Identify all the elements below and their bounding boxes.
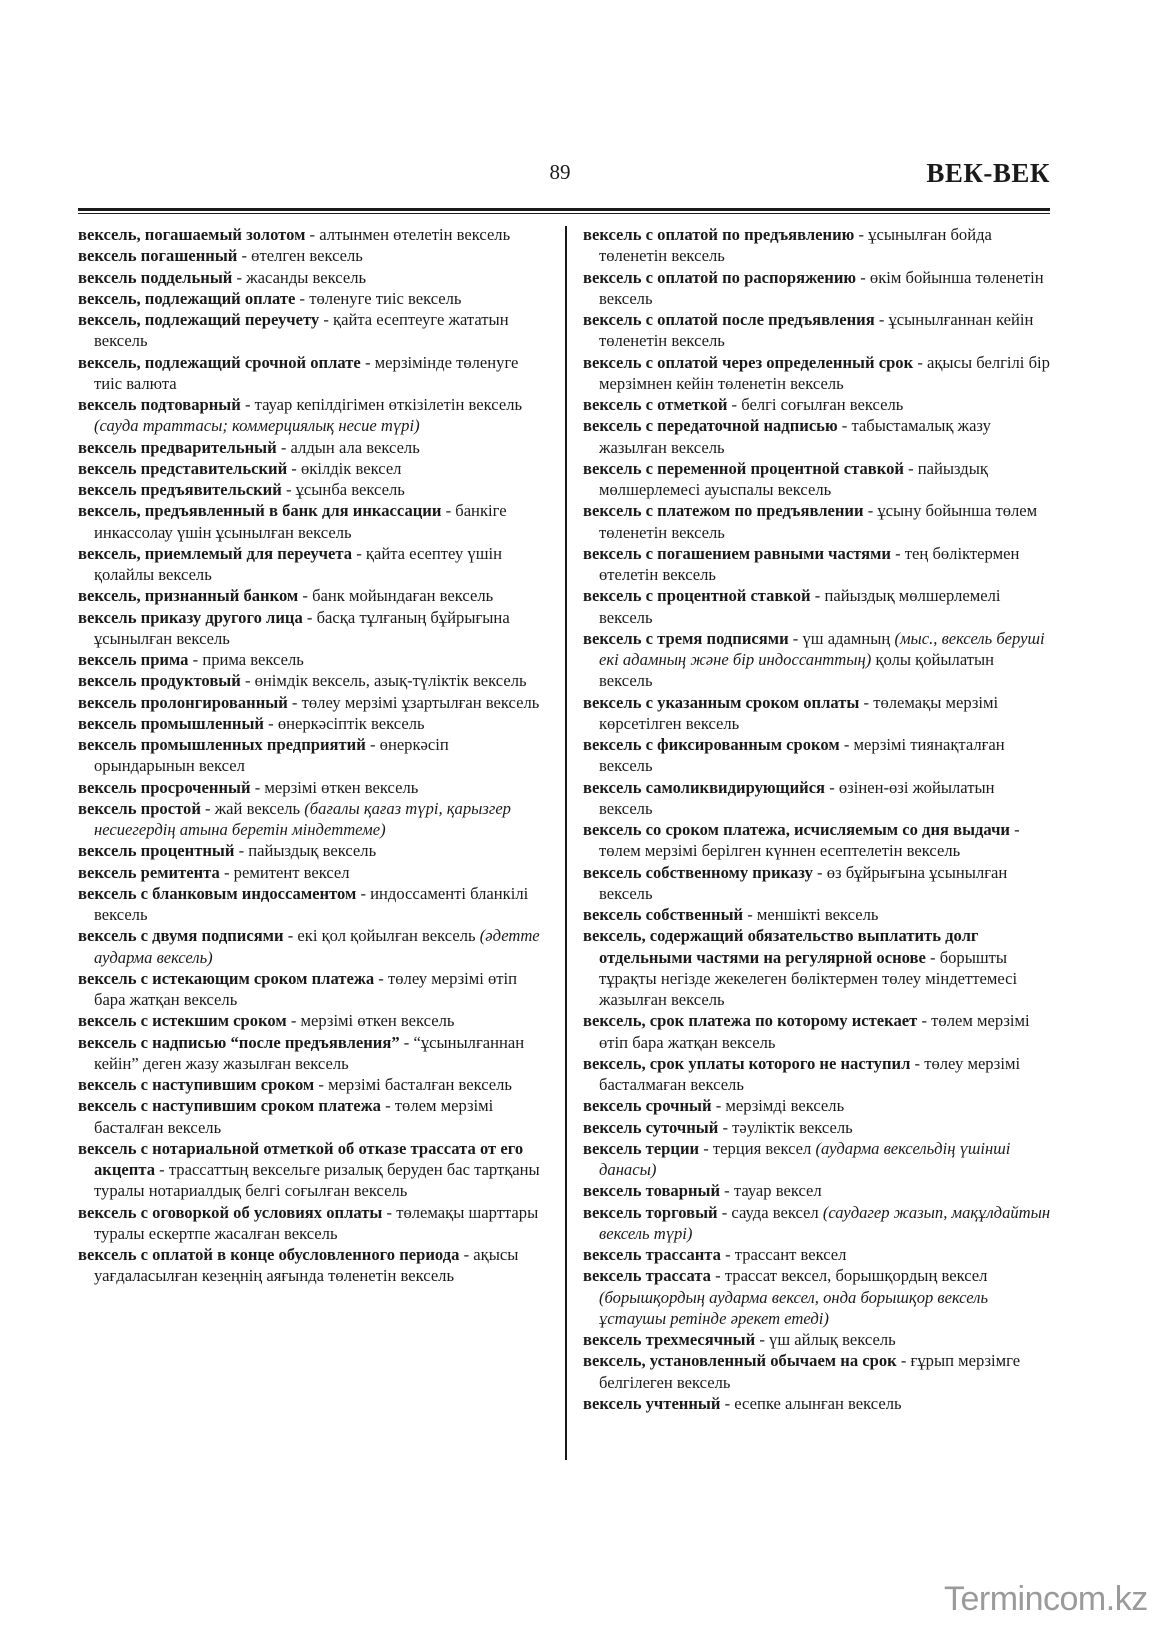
- entry-separator: -: [264, 713, 278, 733]
- dictionary-entry: [583, 1010, 1051, 1053]
- entry-term: вексель с платежом по предъявлении: [583, 501, 864, 521]
- entry-term: вексель приказу другого лица: [78, 607, 303, 627]
- entry-definition: тең бөліктермен өтелетін вексель: [599, 543, 1020, 584]
- entry-term: вексель с процентной ставкой: [583, 586, 811, 606]
- entry-separator: -: [863, 501, 878, 521]
- dictionary-entry: [583, 394, 1051, 415]
- entry-definition: өтелген вексель: [251, 246, 363, 266]
- entry-term: вексель с оплатой по предъявлению: [583, 225, 855, 244]
- dictionary-entry: [583, 1180, 1051, 1201]
- entry-separator: -: [319, 310, 334, 329]
- dictionary-entry: [583, 777, 1051, 820]
- entry-term: вексель с передаточной надписью: [583, 416, 838, 436]
- entry-term: вексель самоликвидирующийся: [583, 777, 826, 797]
- dictionary-entry: [78, 352, 540, 395]
- entry-term: вексель ремитента: [78, 862, 220, 882]
- entry-separator: -: [234, 841, 249, 861]
- entry-term: вексель трехмесячный: [583, 1330, 756, 1349]
- entry-definition: ұсыну бойынша төлем төленетін вексель: [599, 501, 1038, 542]
- entry-term: вексель с тремя подписями: [583, 628, 789, 648]
- entry-term: вексель с указанным сроком оплаты: [583, 692, 860, 712]
- header-rule-thin: [78, 213, 1050, 214]
- entry-definition-tail: қолы қойылатын вексель: [599, 650, 995, 691]
- entry-definition: өнеркәсіп орындарынын вексел: [94, 735, 449, 776]
- dictionary-entry: [583, 309, 1051, 352]
- dictionary-entry: [583, 1329, 1051, 1350]
- entry-definition: ұсынылған бойда төленетін вексель: [599, 225, 992, 266]
- dictionary-entry: [583, 1244, 1051, 1265]
- dictionary-entry: [78, 1202, 540, 1245]
- entry-definition: табыстамалық жазу жазылған вексель: [599, 416, 991, 457]
- dictionary-entry: [78, 1032, 540, 1075]
- dictionary-entry: [583, 267, 1051, 310]
- entry-separator: -: [788, 628, 803, 648]
- entry-term: вексель с бланковым индоссаментом: [78, 883, 357, 903]
- dictionary-entry: [78, 267, 540, 288]
- entry-term: вексель терции: [583, 1138, 700, 1158]
- dictionary-entry: [583, 1265, 1051, 1329]
- entry-separator: -: [711, 1096, 726, 1116]
- entry-definition: өкім бойынша төленетін вексель: [599, 267, 1044, 308]
- entry-note: (сауда траттасы; коммерциялық несие түрі): [94, 416, 420, 436]
- entry-separator: -: [810, 586, 825, 606]
- dictionary-entry: [78, 692, 540, 713]
- entry-separator: -: [459, 1245, 474, 1264]
- entry-term: вексель трассанта: [583, 1245, 721, 1264]
- entry-definition: ақысы уағдаласылған кезеңнің аяғында төленетін вексель: [94, 1245, 519, 1286]
- entry-term: вексель, подлежащий срочной оплате: [78, 352, 361, 372]
- entry-separator: -: [356, 883, 371, 903]
- entry-separator: -: [352, 543, 366, 563]
- entry-definition: төлемақы шарттары туралы ескертпе жасалған вексель: [94, 1202, 539, 1243]
- entry-definition: төленуге тиіс вексель: [309, 288, 462, 308]
- entry-separator: -: [925, 947, 940, 967]
- entry-term: вексель промышленный: [78, 713, 264, 733]
- page-number: 89: [549, 160, 571, 184]
- entry-term: вексель продуктовый: [78, 671, 241, 691]
- entry-definition: мерзімі өткен вексель: [264, 777, 419, 797]
- entry-definition: өнеркәсіптік вексель: [277, 713, 425, 733]
- dictionary-entry: [78, 883, 540, 926]
- dictionary-entry: [583, 1117, 1051, 1138]
- entry-definition: қайта есептеуге жататын вексель: [94, 310, 509, 351]
- dictionary-entry: [78, 309, 540, 352]
- entry-term: вексель с истекшим сроком: [78, 1011, 287, 1031]
- entry-separator: -: [302, 607, 317, 627]
- entry-separator: -: [250, 777, 265, 797]
- entry-separator: -: [155, 1160, 169, 1179]
- entry-separator: -: [380, 1096, 395, 1116]
- entry-definition: пайыздық вексель: [248, 841, 377, 861]
- dictionary-entry: [583, 819, 1051, 862]
- entry-term: вексель суточный: [583, 1117, 719, 1137]
- entry-definition: тауар вексел: [733, 1181, 822, 1201]
- dictionary-entry: [78, 649, 540, 670]
- watermark-logo-text: Termincom.kz: [944, 1580, 1148, 1618]
- dictionary-entry: [583, 352, 1051, 395]
- entry-separator: -: [237, 246, 252, 266]
- entry-term: вексель с нотариальной отметкой об отказе трассата от его акцепта: [78, 1138, 524, 1179]
- dictionary-entry: [78, 1095, 540, 1138]
- dictionary-entry: [78, 1010, 540, 1031]
- entry-separator: -: [743, 905, 757, 924]
- entry-separator: -: [283, 926, 298, 946]
- entry-separator: -: [360, 352, 375, 372]
- entry-term: вексель поддельный: [78, 267, 233, 287]
- entry-separator: -: [755, 1330, 770, 1349]
- dictionary-entry: [583, 1393, 1051, 1414]
- dictionary-entry: [583, 1350, 1051, 1393]
- watermark-logo: [944, 1580, 1148, 1619]
- entry-separator: -: [365, 735, 380, 754]
- entry-definition: есепке алынған вексель: [734, 1393, 902, 1413]
- entry-definition: мерзімі өткен вексель: [300, 1011, 455, 1031]
- entry-definition: ақысы белгілі бір мерзімнен кейін төленетін вексель: [599, 352, 1050, 393]
- dictionary-entry: [78, 224, 540, 245]
- entry-term: вексель промышленных предприятий: [78, 735, 366, 754]
- entry-separator: -: [240, 395, 255, 414]
- dictionary-entry: [583, 500, 1051, 543]
- dictionary-entry: [78, 713, 540, 734]
- entry-definition: банк мойындаған вексель: [312, 586, 494, 606]
- entry-term: вексель собственный: [583, 905, 744, 924]
- entry-separator: -: [896, 1351, 911, 1371]
- entry-separator: -: [200, 798, 215, 818]
- dictionary-entry: [78, 968, 540, 1011]
- entry-definition: өкілдік вексел: [300, 458, 402, 478]
- entry-definition: төлемақы мерзімі көрсетілген вексель: [599, 692, 999, 733]
- entry-definition: ремитент вексел: [233, 862, 350, 882]
- entry-separator: -: [286, 1011, 301, 1031]
- entry-definition: төлеу мерзімі басталмаған вексель: [599, 1053, 1021, 1094]
- entry-term: вексель, приемлемый для переучета: [78, 543, 353, 563]
- entry-term: вексель процентный: [78, 841, 235, 861]
- entry-term: вексель с фиксированным сроком: [583, 735, 840, 754]
- entry-definition: төлем мерзімі басталған вексель: [94, 1096, 494, 1137]
- dictionary-entry: [78, 245, 540, 266]
- dictionary-entry: [78, 734, 540, 777]
- entry-definition: мерзімі басталған вексель: [328, 1075, 513, 1094]
- entry-note: (борышқордың аударма вексел, онда борышқор вексель ұстаушы ретінде әрекет етеді): [599, 1287, 989, 1328]
- entry-term: вексель срочный: [583, 1096, 712, 1116]
- entry-definition: төлем мерзімі берілген күннен есептелетін вексель: [599, 841, 961, 861]
- entry-term: вексель со сроком платежа, исчисляемым со дня выдачи: [583, 820, 1010, 839]
- entry-separator: -: [913, 352, 927, 372]
- entry-term: вексель с двумя подписями: [78, 926, 284, 946]
- dictionary-entry: [583, 1095, 1051, 1116]
- entry-term: вексель с оговоркой об условиях оплаты: [78, 1202, 383, 1222]
- dictionary-entry: [583, 1202, 1051, 1245]
- dictionary-entry: [583, 585, 1051, 628]
- entry-definition: пайыздық мөлшерлемелі вексель: [599, 586, 1001, 627]
- entry-term: вексель, срок уплаты которого не наступил: [583, 1053, 911, 1073]
- dictionary-entry: [78, 798, 540, 841]
- entry-separator: -: [903, 458, 918, 478]
- entry-term: вексель с переменной процентной ставкой: [583, 458, 904, 478]
- entry-definition: индоссаменті бланкілі вексель: [94, 883, 529, 924]
- running-head: ВЕК-ВЕК: [926, 158, 1050, 188]
- entry-separator: -: [837, 416, 852, 436]
- dictionary-entry: [78, 777, 540, 798]
- entry-separator: -: [298, 586, 313, 606]
- entry-separator: -: [232, 267, 247, 287]
- dictionary-entry: [78, 862, 540, 883]
- entry-definition: төлем мерзімі өтіп бара жатқан вексель: [599, 1011, 1030, 1052]
- entry-definition: тәуліктік вексель: [732, 1117, 853, 1137]
- entry-definition: трассант вексел: [734, 1245, 847, 1264]
- entry-term: вексель предъявительский: [78, 480, 282, 499]
- dictionary-entry: [583, 904, 1051, 925]
- dictionary-entry: [583, 628, 1051, 692]
- entry-term: вексель, подлежащий переучету: [78, 310, 320, 329]
- entry-note: (әдетте аударма вексель): [94, 926, 540, 967]
- entry-separator: -: [720, 1393, 735, 1413]
- entry-separator: -: [717, 1202, 732, 1222]
- entry-separator: -: [856, 267, 870, 287]
- dictionary-entry: [583, 458, 1051, 501]
- entry-definition: мерзімінде төленуге тиіс валюта: [94, 352, 519, 393]
- left-column: [78, 224, 540, 1287]
- entry-note: (мыс., вексель беруші екі адамның және бір индоссанттың): [599, 628, 1045, 669]
- entry-definition: борышты тұрақты негізде жекелеген бөліктермен төлеу міндеттемесі жазылған вексель: [599, 947, 1018, 1009]
- entry-separator: -: [276, 437, 291, 457]
- entry-term: вексель торговый: [583, 1202, 718, 1222]
- dictionary-entry: [583, 1138, 1051, 1181]
- dictionary-entry: [78, 394, 540, 437]
- dictionary-entry: [583, 415, 1051, 458]
- entry-term: вексель, предъявленный в банк для инкассации: [78, 501, 442, 521]
- dictionary-entry: [583, 1053, 1051, 1096]
- column-divider: [565, 226, 567, 1460]
- entry-term: вексель с оплатой по распоряжению: [583, 267, 857, 287]
- entry-separator: -: [219, 862, 234, 882]
- entry-term: вексель товарный: [583, 1181, 721, 1201]
- entry-separator: -: [825, 777, 839, 797]
- entry-definition: алдын ала вексель: [290, 437, 420, 457]
- entry-term: вексель собственному приказу: [583, 862, 813, 882]
- entry-note: (бағалы қағаз түрі, қарызгер несиегердің атына беретін міндеттеме): [94, 798, 511, 839]
- entry-separator: -: [314, 1075, 329, 1094]
- entry-term: вексель учтенный: [583, 1393, 721, 1413]
- entry-separator: -: [839, 735, 854, 754]
- entry-definition: мерзімі тиянақталған вексель: [599, 735, 1005, 776]
- entry-term: вексель трассата: [583, 1266, 711, 1286]
- entry-term: вексель прима: [78, 650, 189, 669]
- dictionary-entry: [583, 925, 1051, 1010]
- entry-separator: -: [812, 862, 827, 882]
- dictionary-entry: [583, 692, 1051, 735]
- entry-definition: мерзімді вексель: [725, 1096, 845, 1116]
- entry-separator: -: [917, 1011, 932, 1031]
- entry-separator: -: [727, 395, 742, 414]
- entry-separator: -: [382, 1202, 397, 1222]
- entry-separator: -: [374, 968, 388, 988]
- entry-definition: трассаттың вексельге ризалық беруден бас тартқаны туралы нотариалдық белгі соғылған вексель: [94, 1160, 540, 1201]
- entry-definition: ұсынылғаннан кейін төленетін вексель: [599, 310, 1034, 351]
- dictionary-entry: [78, 925, 540, 968]
- dictionary-entry: [583, 543, 1051, 586]
- entry-definition: прима вексель: [202, 650, 304, 669]
- dictionary-entry: [78, 1138, 540, 1202]
- entry-definition: алтынмен өтелетін вексель: [319, 225, 511, 244]
- entry-definition: меншікті вексель: [756, 905, 879, 924]
- entry-definition: үш адамның: [802, 628, 891, 648]
- entry-separator: -: [287, 458, 301, 478]
- entry-separator: -: [1010, 820, 1020, 839]
- entry-separator: -: [910, 1053, 925, 1073]
- entry-term: вексель с оплатой через определенный срок: [583, 352, 914, 372]
- right-column: [583, 224, 1051, 1414]
- entry-separator: -: [399, 1032, 414, 1052]
- dictionary-entry: [583, 862, 1051, 905]
- entry-separator: -: [295, 288, 310, 308]
- entry-term: вексель погашенный: [78, 246, 238, 266]
- entry-separator: -: [854, 225, 869, 244]
- entry-term: вексель простой: [78, 798, 201, 818]
- entry-term: вексель с отметкой: [583, 395, 728, 414]
- entry-term: вексель с наступившим сроком: [78, 1075, 315, 1094]
- dictionary-entry: [78, 543, 540, 586]
- entry-term: вексель, подлежащий оплате: [78, 288, 296, 308]
- dictionary-entry: [78, 607, 540, 650]
- entry-note: (аударма вексельдің үшінші данасы): [599, 1138, 1011, 1179]
- dictionary-entry: [78, 437, 540, 458]
- entry-separator: -: [305, 225, 320, 244]
- entry-term: вексель с погашением равными частями: [583, 543, 891, 563]
- dictionary-entry: [583, 224, 1051, 267]
- entry-term: вексель пролонгированный: [78, 692, 288, 712]
- entry-definition: пайыздық мөлшерлемесі ауыспалы вексель: [599, 458, 988, 499]
- dictionary-entry: [78, 479, 540, 500]
- dictionary-entry: [78, 288, 540, 309]
- entry-term: вексель подтоварный: [78, 395, 241, 414]
- entry-term: вексель, срок платежа по которому истекает: [583, 1011, 918, 1031]
- entry-separator: -: [188, 650, 203, 669]
- entry-separator: -: [874, 310, 889, 329]
- entry-separator: -: [699, 1138, 713, 1158]
- entry-separator: -: [240, 671, 255, 691]
- entry-term: вексель с наступившим сроком платежа: [78, 1096, 381, 1116]
- entry-note: (саудагер жазып, мақұлдайтын вексель түрі): [599, 1202, 1051, 1243]
- entry-term: вексель представительский: [78, 458, 288, 478]
- entry-definition: басқа тұлғаның бұйрығына ұсынылған вексель: [94, 607, 510, 648]
- entry-definition: ғұрып мерзімге белгілеген вексель: [599, 1351, 1021, 1392]
- entry-separator: -: [720, 1245, 735, 1264]
- entry-separator: -: [710, 1266, 725, 1286]
- entry-term: вексель, погашаемый золотом: [78, 225, 306, 244]
- entry-term: вексель просроченный: [78, 777, 251, 797]
- entry-definition: өз бұйрығына ұсынылған вексель: [599, 862, 1008, 903]
- entry-definition: “ұсынылғаннан кейін” деген жазу жазылған вексель: [94, 1032, 525, 1073]
- dictionary-entry: [78, 1074, 540, 1095]
- entry-term: вексель, содержащий обязательство выплатить долг отдельными частями на регулярной основе: [583, 926, 979, 967]
- entry-term: вексель предварительный: [78, 437, 277, 457]
- entry-term: вексель с надписью “после предъявления”: [78, 1032, 400, 1052]
- dictionary-entry: [78, 500, 540, 543]
- entry-separator: -: [281, 480, 296, 499]
- dictionary-entry: [78, 585, 540, 606]
- entry-definition: белгі соғылған вексель: [741, 395, 904, 414]
- entry-definition: екі қол қойылған вексель: [297, 926, 476, 946]
- entry-term: вексель, установленный обычаем на срок: [583, 1351, 897, 1371]
- header-rule-thick: [78, 208, 1050, 211]
- entry-separator: -: [718, 1117, 733, 1137]
- entry-definition: трассат вексел, борышқордың вексел: [724, 1266, 988, 1286]
- entry-definition: өзінен-өзі жойылатын вексель: [599, 777, 995, 818]
- dictionary-entry: [78, 670, 540, 691]
- entry-definition: ұсынба вексель: [295, 480, 405, 499]
- entry-definition: сауда вексел: [731, 1202, 819, 1222]
- entry-term: вексель с оплатой после предъявления: [583, 310, 875, 329]
- entry-definition: терция вексел: [712, 1138, 812, 1158]
- entry-term: вексель с истекающим сроком платежа: [78, 968, 375, 988]
- entry-definition: жай вексель: [214, 798, 301, 818]
- entry-definition: үш айлық вексель: [769, 1330, 896, 1349]
- entry-separator: -: [441, 501, 456, 521]
- dictionary-entry: [583, 734, 1051, 777]
- entry-definition: жасанды вексель: [246, 267, 367, 287]
- entry-separator: -: [890, 543, 905, 563]
- entry-term: вексель, признанный банком: [78, 586, 299, 606]
- entry-separator: -: [720, 1181, 734, 1201]
- entry-definition: тауар кепілдігімен өткізілетін вексель: [254, 395, 523, 414]
- dictionary-entry: [78, 1244, 540, 1287]
- entry-separator: -: [287, 692, 302, 712]
- entry-definition: өнімдік вексель, азық-түліктік вексель: [254, 671, 527, 691]
- entry-definition: банкіге инкассолау үшін ұсынылған вексель: [94, 501, 507, 542]
- entry-definition: төлеу мерзімі өтіп бара жатқан вексель: [94, 968, 518, 1009]
- entry-definition: төлеу мерзімі ұзартылған вексель: [301, 692, 540, 712]
- entry-definition: қайта есептеу үшін қолайлы вексель: [94, 543, 502, 584]
- entry-separator: -: [859, 692, 874, 712]
- dictionary-entry: [78, 840, 540, 861]
- entry-term: вексель с оплатой в конце обусловленного периода: [78, 1245, 460, 1264]
- dictionary-entry: [78, 458, 540, 479]
